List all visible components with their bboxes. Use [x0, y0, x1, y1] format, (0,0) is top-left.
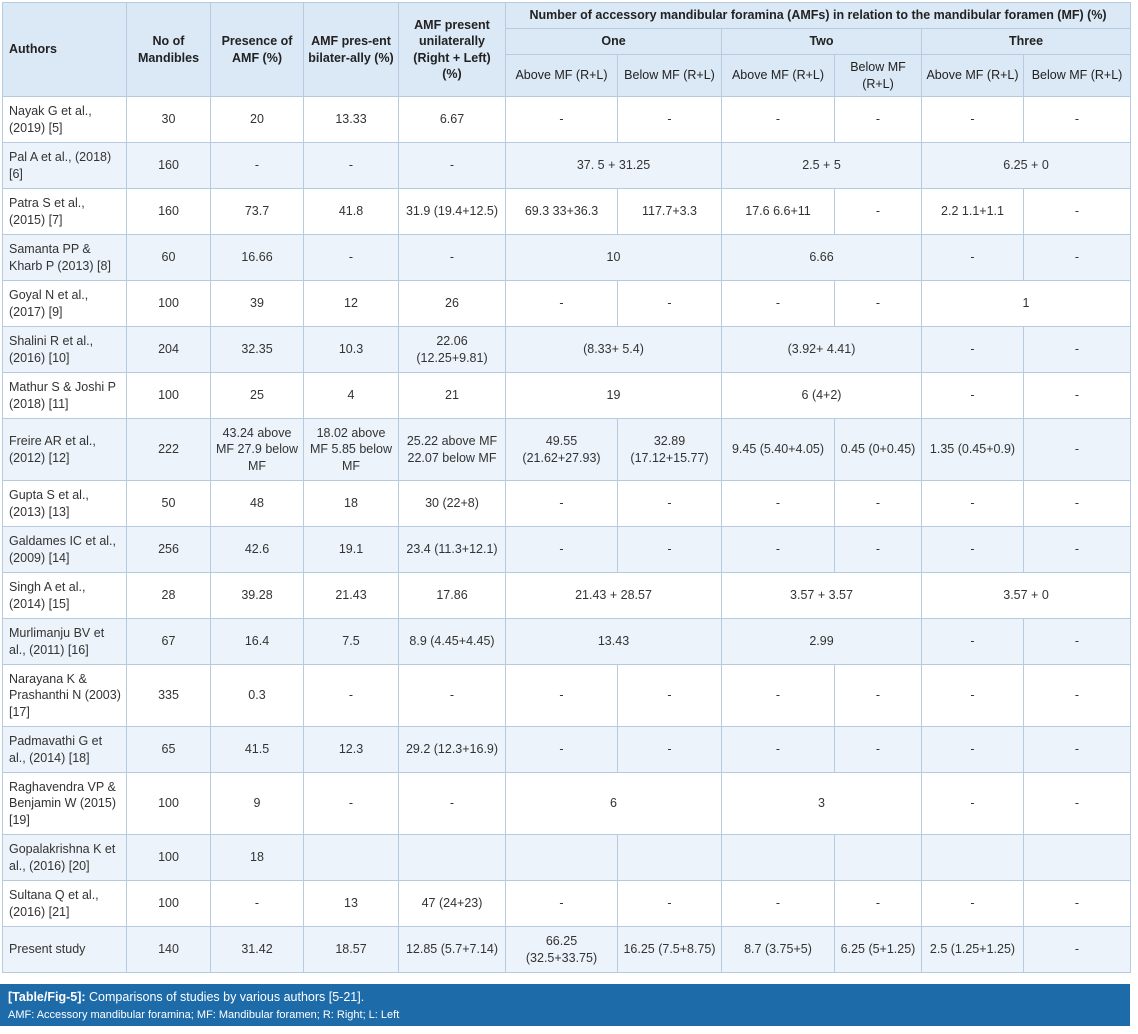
- table-row: [3, 573, 1131, 619]
- unilateral-cell: 31.9 (19.4+12.5): [399, 189, 506, 235]
- presence-cell: 20: [211, 97, 304, 143]
- count-cell: 21.43 + 28.57: [506, 573, 722, 619]
- count-cell: -: [922, 881, 1024, 927]
- unilateral-cell: 47 (24+23): [399, 881, 506, 927]
- presence-cell: 48: [211, 481, 304, 527]
- mandibles-cell: 65: [127, 727, 211, 773]
- count-cell: -: [1024, 727, 1131, 773]
- author-cell: Narayana K & Prashanthi N (2003) [17]: [3, 665, 127, 727]
- count-cell: -: [722, 727, 835, 773]
- author-cell: Samanta PP & Kharb P (2013) [8]: [3, 235, 127, 281]
- count-cell: -: [1024, 481, 1131, 527]
- author-cell: Sultana Q et al., (2016) [21]: [3, 881, 127, 927]
- count-cell: -: [922, 665, 1024, 727]
- bilateral-cell: 18: [304, 481, 399, 527]
- presence-cell: 42.6: [211, 527, 304, 573]
- mandibles-cell: 67: [127, 619, 211, 665]
- count-cell: -: [1024, 97, 1131, 143]
- count-cell: -: [618, 665, 722, 727]
- header-no-mandibles: No of Mandibles: [127, 3, 211, 97]
- count-cell: -: [1024, 927, 1131, 973]
- table-row: [3, 835, 1131, 881]
- header-below: Below MF (R+L): [835, 55, 922, 97]
- presence-cell: 18: [211, 835, 304, 881]
- count-cell: [618, 835, 722, 881]
- count-cell: -: [1024, 527, 1131, 573]
- count-cell: 2.5 + 5: [722, 143, 922, 189]
- table-row: [3, 527, 1131, 573]
- count-cell: 66.25 (32.5+33.75): [506, 927, 618, 973]
- count-cell: 2.5 (1.25+1.25): [922, 927, 1024, 973]
- count-cell: 19: [506, 373, 722, 419]
- count-cell: 9.45 (5.40+4.05): [722, 419, 835, 481]
- count-cell: -: [835, 481, 922, 527]
- count-cell: -: [922, 727, 1024, 773]
- count-cell: -: [618, 281, 722, 327]
- count-cell: -: [618, 527, 722, 573]
- unilateral-cell: 26: [399, 281, 506, 327]
- unilateral-cell: 23.4 (11.3+12.1): [399, 527, 506, 573]
- header-two: Two: [722, 29, 922, 55]
- unilateral-cell: 12.85 (5.7+7.14): [399, 927, 506, 973]
- header-above: Above MF (R+L): [722, 55, 835, 97]
- count-cell: 16.25 (7.5+8.75): [618, 927, 722, 973]
- count-cell: 3.57 + 3.57: [722, 573, 922, 619]
- bilateral-cell: -: [304, 665, 399, 727]
- count-cell: 10: [506, 235, 722, 281]
- table-row: [3, 619, 1131, 665]
- bilateral-cell: [304, 835, 399, 881]
- count-cell: -: [922, 97, 1024, 143]
- table-row: [3, 327, 1131, 373]
- unilateral-cell: -: [399, 773, 506, 835]
- bilateral-cell: 21.43: [304, 573, 399, 619]
- count-cell: 6.25 (5+1.25): [835, 927, 922, 973]
- count-cell: -: [922, 373, 1024, 419]
- bilateral-cell: 18.57: [304, 927, 399, 973]
- count-cell: -: [506, 881, 618, 927]
- table-row: [3, 927, 1131, 973]
- author-cell: Gopalakrishna K et al., (2016) [20]: [3, 835, 127, 881]
- presence-cell: 32.35: [211, 327, 304, 373]
- header-bilateral: AMF pres-ent bilater-ally (%): [304, 3, 399, 97]
- bilateral-cell: 12: [304, 281, 399, 327]
- table-row: [3, 881, 1131, 927]
- unilateral-cell: -: [399, 665, 506, 727]
- count-cell: 3.57 + 0: [922, 573, 1131, 619]
- count-cell: -: [922, 619, 1024, 665]
- count-cell: -: [618, 481, 722, 527]
- table-row: [3, 143, 1131, 189]
- presence-cell: -: [211, 143, 304, 189]
- unilateral-cell: 8.9 (4.45+4.45): [399, 619, 506, 665]
- caption-note: AMF: Accessory mandibular foramina; MF: Mandibular foramen; R: Right; L: Left: [8, 1009, 400, 1021]
- unilateral-cell: 30 (22+8): [399, 481, 506, 527]
- header-authors: Authors: [3, 3, 127, 97]
- bilateral-cell: 41.8: [304, 189, 399, 235]
- count-cell: 2.99: [722, 619, 922, 665]
- count-cell: 37. 5 + 31.25: [506, 143, 722, 189]
- count-cell: -: [506, 281, 618, 327]
- header-three: Three: [922, 29, 1131, 55]
- caption-text: Comparisons of studies by various authors [5-21].: [89, 990, 365, 1004]
- header-above: Above MF (R+L): [506, 55, 618, 97]
- table-row: [3, 419, 1131, 481]
- mandibles-cell: 50: [127, 481, 211, 527]
- bilateral-cell: -: [304, 773, 399, 835]
- count-cell: -: [1024, 419, 1131, 481]
- mandibles-cell: 256: [127, 527, 211, 573]
- author-cell: Gupta S et al., (2013) [13]: [3, 481, 127, 527]
- count-cell: -: [722, 281, 835, 327]
- count-cell: -: [835, 189, 922, 235]
- unilateral-cell: 29.2 (12.3+16.9): [399, 727, 506, 773]
- count-cell: [1024, 835, 1131, 881]
- table-caption: [0, 984, 1130, 1026]
- count-cell: 6: [506, 773, 722, 835]
- presence-cell: 43.24 above MF 27.9 below MF: [211, 419, 304, 481]
- count-cell: 13.43: [506, 619, 722, 665]
- unilateral-cell: 6.67: [399, 97, 506, 143]
- mandibles-cell: 100: [127, 281, 211, 327]
- table-row: [3, 727, 1131, 773]
- count-cell: -: [835, 665, 922, 727]
- mandibles-cell: 222: [127, 419, 211, 481]
- count-cell: -: [922, 327, 1024, 373]
- author-cell: Pal A et al., (2018) [6]: [3, 143, 127, 189]
- count-cell: 1.35 (0.45+0.9): [922, 419, 1024, 481]
- table-row: [3, 97, 1131, 143]
- unilateral-cell: 25.22 above MF 22.07 below MF: [399, 419, 506, 481]
- table-row: [3, 665, 1131, 727]
- count-cell: 1: [922, 281, 1131, 327]
- author-cell: Shalini R et al., (2016) [10]: [3, 327, 127, 373]
- presence-cell: 16.66: [211, 235, 304, 281]
- count-cell: -: [722, 527, 835, 573]
- count-cell: -: [1024, 235, 1131, 281]
- unilateral-cell: -: [399, 235, 506, 281]
- mandibles-cell: 28: [127, 573, 211, 619]
- count-cell: -: [1024, 619, 1131, 665]
- bilateral-cell: 12.3: [304, 727, 399, 773]
- mandibles-cell: 100: [127, 835, 211, 881]
- header-one: One: [506, 29, 722, 55]
- author-cell: Raghavendra VP & Benjamin W (2015) [19]: [3, 773, 127, 835]
- header-above: Above MF (R+L): [922, 55, 1024, 97]
- header-below: Below MF (R+L): [1024, 55, 1131, 97]
- bilateral-cell: 18.02 above MF 5.85 below MF: [304, 419, 399, 481]
- count-cell: (3.92+ 4.41): [722, 327, 922, 373]
- count-cell: -: [722, 481, 835, 527]
- presence-cell: 73.7: [211, 189, 304, 235]
- presence-cell: 25: [211, 373, 304, 419]
- count-cell: -: [618, 881, 722, 927]
- author-cell: Singh A et al., (2014) [15]: [3, 573, 127, 619]
- mandibles-cell: 160: [127, 143, 211, 189]
- bilateral-cell: 13: [304, 881, 399, 927]
- presence-cell: 41.5: [211, 727, 304, 773]
- author-cell: Goyal N et al., (2017) [9]: [3, 281, 127, 327]
- count-cell: 49.55 (21.62+27.93): [506, 419, 618, 481]
- comparison-table-container: [2, 2, 1130, 973]
- count-cell: 2.2 1.1+1.1: [922, 189, 1024, 235]
- bilateral-cell: 4: [304, 373, 399, 419]
- count-cell: -: [506, 481, 618, 527]
- mandibles-cell: 100: [127, 373, 211, 419]
- count-cell: -: [1024, 373, 1131, 419]
- mandibles-cell: 335: [127, 665, 211, 727]
- table-body: [3, 97, 1131, 973]
- count-cell: [922, 835, 1024, 881]
- count-cell: -: [1024, 665, 1131, 727]
- count-cell: -: [506, 97, 618, 143]
- count-cell: -: [835, 281, 922, 327]
- author-cell: Padmavathi G et al., (2014) [18]: [3, 727, 127, 773]
- header-below: Below MF (R+L): [618, 55, 722, 97]
- count-cell: -: [506, 665, 618, 727]
- count-cell: -: [506, 727, 618, 773]
- count-cell: -: [506, 527, 618, 573]
- count-cell: 117.7+3.3: [618, 189, 722, 235]
- table-row: [3, 773, 1131, 835]
- count-cell: -: [835, 881, 922, 927]
- author-cell: Galdames IC et al., (2009) [14]: [3, 527, 127, 573]
- count-cell: -: [722, 97, 835, 143]
- caption-title: [8, 990, 364, 1004]
- unilateral-cell: -: [399, 143, 506, 189]
- unilateral-cell: 21: [399, 373, 506, 419]
- header-group: Number of accessory mandibular foramina (AMFs) in relation to the mandibular foramen (MF) (%): [506, 3, 1131, 29]
- count-cell: -: [1024, 881, 1131, 927]
- unilateral-cell: 22.06 (12.25+9.81): [399, 327, 506, 373]
- bilateral-cell: 19.1: [304, 527, 399, 573]
- unilateral-cell: [399, 835, 506, 881]
- count-cell: 69.3 33+36.3: [506, 189, 618, 235]
- count-cell: -: [1024, 773, 1131, 835]
- presence-cell: 39.28: [211, 573, 304, 619]
- mandibles-cell: 140: [127, 927, 211, 973]
- bilateral-cell: 13.33: [304, 97, 399, 143]
- header-unilateral: AMF present unilaterally (Right + Left) (%): [399, 3, 506, 97]
- count-cell: 32.89 (17.12+15.77): [618, 419, 722, 481]
- count-cell: -: [835, 97, 922, 143]
- count-cell: -: [1024, 327, 1131, 373]
- presence-cell: 16.4: [211, 619, 304, 665]
- count-cell: -: [922, 481, 1024, 527]
- count-cell: 6 (4+2): [722, 373, 922, 419]
- presence-cell: 9: [211, 773, 304, 835]
- count-cell: -: [618, 97, 722, 143]
- table-row: [3, 189, 1131, 235]
- unilateral-cell: 17.86: [399, 573, 506, 619]
- mandibles-cell: 60: [127, 235, 211, 281]
- count-cell: 17.6 6.6+11: [722, 189, 835, 235]
- mandibles-cell: 204: [127, 327, 211, 373]
- table-row: [3, 481, 1131, 527]
- presence-cell: 39: [211, 281, 304, 327]
- author-cell: Present study: [3, 927, 127, 973]
- table-row: [3, 373, 1131, 419]
- count-cell: 8.7 (3.75+5): [722, 927, 835, 973]
- count-cell: -: [922, 773, 1024, 835]
- count-cell: -: [835, 727, 922, 773]
- presence-cell: 0.3: [211, 665, 304, 727]
- bilateral-cell: 10.3: [304, 327, 399, 373]
- count-cell: -: [722, 665, 835, 727]
- caption-label: [Table/Fig-5]:: [8, 990, 86, 1004]
- count-cell: [506, 835, 618, 881]
- count-cell: -: [835, 527, 922, 573]
- count-cell: 3: [722, 773, 922, 835]
- comparison-table: [2, 2, 1131, 973]
- author-cell: Patra S et al., (2015) [7]: [3, 189, 127, 235]
- count-cell: -: [722, 881, 835, 927]
- mandibles-cell: 100: [127, 881, 211, 927]
- count-cell: -: [922, 235, 1024, 281]
- bilateral-cell: 7.5: [304, 619, 399, 665]
- count-cell: 6.66: [722, 235, 922, 281]
- table-row: [3, 235, 1131, 281]
- bilateral-cell: -: [304, 143, 399, 189]
- count-cell: -: [1024, 189, 1131, 235]
- mandibles-cell: 30: [127, 97, 211, 143]
- table-row: [3, 281, 1131, 327]
- header-presence: Presence of AMF (%): [211, 3, 304, 97]
- author-cell: Nayak G et al., (2019) [5]: [3, 97, 127, 143]
- presence-cell: -: [211, 881, 304, 927]
- count-cell: -: [922, 527, 1024, 573]
- count-cell: (8.33+ 5.4): [506, 327, 722, 373]
- mandibles-cell: 100: [127, 773, 211, 835]
- author-cell: Freire AR et al., (2012) [12]: [3, 419, 127, 481]
- author-cell: Mathur S & Joshi P (2018) [11]: [3, 373, 127, 419]
- author-cell: Murlimanju BV et al., (2011) [16]: [3, 619, 127, 665]
- count-cell: 0.45 (0+0.45): [835, 419, 922, 481]
- count-cell: [835, 835, 922, 881]
- presence-cell: 31.42: [211, 927, 304, 973]
- mandibles-cell: 160: [127, 189, 211, 235]
- count-cell: 6.25 + 0: [922, 143, 1131, 189]
- bilateral-cell: -: [304, 235, 399, 281]
- count-cell: [722, 835, 835, 881]
- count-cell: -: [618, 727, 722, 773]
